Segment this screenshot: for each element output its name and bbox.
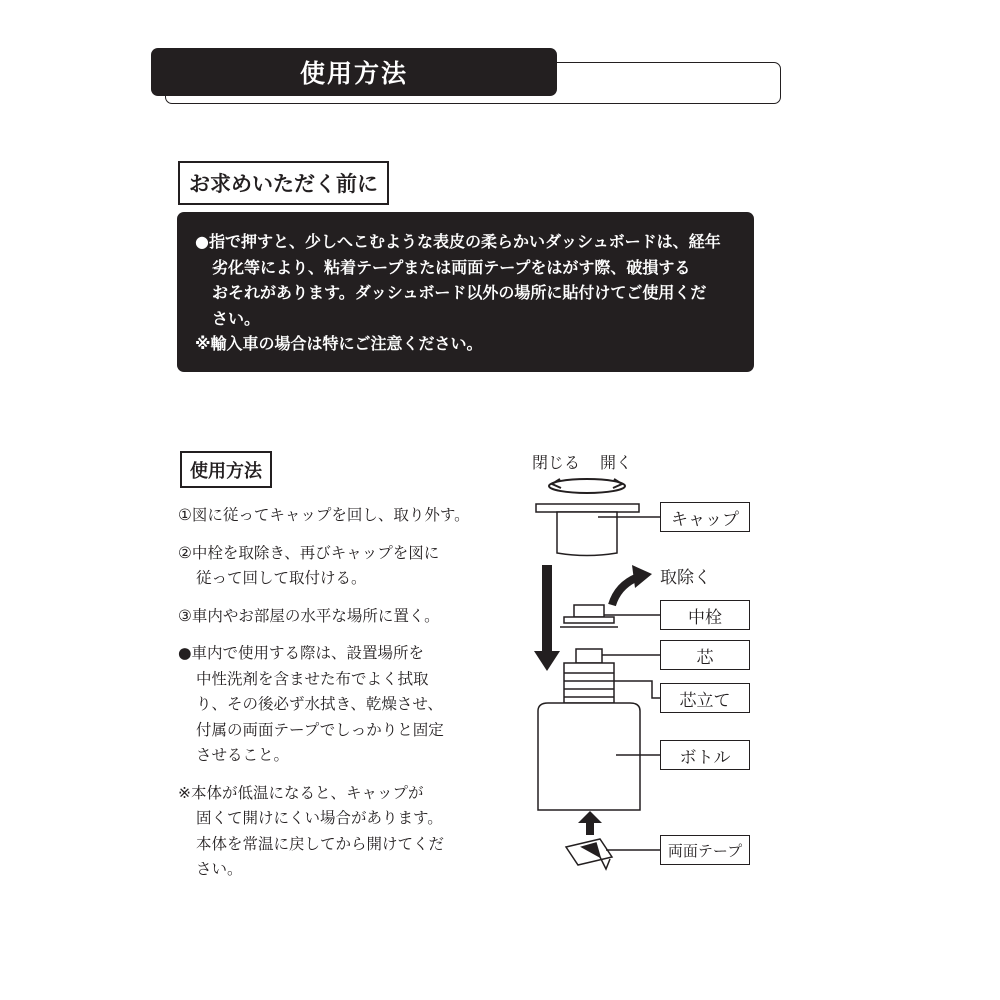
- inner-plug-icon: [560, 605, 618, 627]
- bottle-icon: [538, 703, 640, 810]
- up-arrow-icon: [578, 811, 602, 835]
- notice-line: 劣化等により、粘着テープまたは両面テープをはがす際、破損する: [212, 257, 691, 277]
- wick-label: 芯: [660, 640, 750, 670]
- bottle-label: ボトル: [660, 740, 750, 770]
- step-line: 付属の両面テープでしっかりと固定: [196, 720, 444, 739]
- step-line: 中性洗剤を含ませた布でよく拭取: [196, 669, 429, 688]
- wick-icon: [576, 649, 602, 663]
- open-label: 開く: [600, 453, 633, 472]
- assembly-diagram: [520, 445, 760, 885]
- usage-note-temperature: [178, 781, 488, 883]
- wick-stand-label: 芯立て: [660, 683, 750, 713]
- notice-line: さい。: [212, 308, 261, 328]
- notice-line: おそれがあります。ダッシュボード以外の場所に貼付けてご使用くだ: [212, 283, 707, 302]
- usage-note-vehicle: [178, 641, 488, 769]
- step-line: 従って回して取付ける。: [196, 569, 367, 587]
- usage-step-1: [178, 503, 488, 529]
- remove-arrow-icon: [612, 565, 652, 605]
- close-label: 閉じる: [532, 453, 581, 472]
- cap-label: キャップ: [660, 502, 750, 532]
- usage-step-2: [178, 541, 488, 592]
- step-line: 固くて開けにくい場合があります。: [196, 809, 443, 827]
- remove-label: 取除く: [660, 568, 711, 588]
- step-line: ①図に従ってキャップを回し、取り外す。: [178, 506, 470, 524]
- step-line: させること。: [196, 746, 290, 764]
- usage-step-3: [178, 604, 488, 630]
- notice-line: ●指で押すと、少しへこむような表皮の柔らかいダッシュボードは、経年: [195, 232, 721, 251]
- down-arrow-icon: [534, 565, 560, 671]
- step-line: ③車内やお部屋の水平な場所に置く。: [178, 606, 440, 625]
- inner-plug-label: 中栓: [660, 600, 750, 630]
- notice-heading: お求めいただく前に: [178, 161, 389, 205]
- usage-steps: [178, 503, 488, 895]
- double-sided-tape-label: 両面テープ: [660, 835, 750, 865]
- step-line: ※本体が低温になると、キャップが: [178, 783, 424, 802]
- page-title: 使用方法: [151, 48, 557, 96]
- step-line: 本体を常温に戻してから開けてくだ: [196, 834, 445, 853]
- step-line: さい。: [196, 860, 243, 878]
- cap-icon: [536, 504, 639, 556]
- step-line: り、その後必ず水拭き、乾燥させ、: [196, 695, 443, 713]
- notice-line: ※輸入車の場合は特にご注意ください。: [195, 334, 483, 353]
- notice-box: [177, 212, 754, 372]
- step-line: ②中栓を取除き、再びキャップを図に: [178, 543, 440, 562]
- usage-heading: 使用方法: [180, 451, 272, 488]
- tape-icon: [566, 839, 612, 869]
- step-line: ●車内で使用する際は、設置場所を: [178, 644, 425, 662]
- rotate-arrows-icon: [549, 479, 625, 493]
- wick-stand-icon: [564, 663, 614, 703]
